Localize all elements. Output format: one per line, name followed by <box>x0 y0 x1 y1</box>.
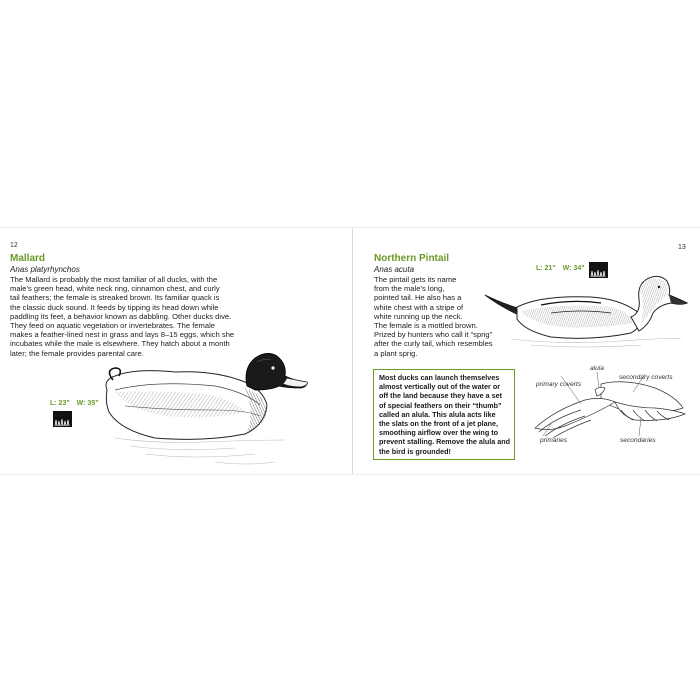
measurements-mallard <box>50 400 99 407</box>
text-line: They feed on aquatic vegetation or invertebrates. The female <box>10 321 216 331</box>
text-line: The female is a mottled brown. <box>374 321 478 331</box>
pintail-illustration <box>481 273 693 348</box>
callout-line: prevent stalling. Remove the alula and <box>379 437 511 447</box>
text-line: makes a feather-lined nest in grass and lays 8–15 eggs, which she <box>10 330 235 340</box>
measurements-pintail <box>536 265 585 272</box>
callout-line: Most ducks can launch themselves <box>379 373 500 382</box>
callout-line: the bird is grounded! <box>379 446 451 456</box>
callout-line: almost vertically out of the water or <box>379 382 501 392</box>
text-line: white chest with a stripe of <box>374 302 464 312</box>
text-line: from the male’s long, <box>374 284 445 294</box>
scientific-name-mallard: Anas platyrhynchos <box>10 265 80 274</box>
length-label: L: 23" <box>50 400 70 407</box>
callout-line: off the land because they have a set <box>379 391 503 401</box>
text-line: Prized by hunters who call it “sprig” <box>374 330 493 340</box>
length-label: L: 21" <box>536 265 556 272</box>
text-line: male’s green head, white neck ring, cinnamon chest, and curly <box>10 284 220 294</box>
text-line: paddling its feet, a behavior known as dabbling. Other ducks dive. <box>10 311 232 321</box>
species-title-pintail: Northern Pintail <box>374 253 450 264</box>
wing-label-secondary-coverts: secondary coverts <box>619 374 673 381</box>
page-gutter <box>352 228 353 474</box>
callout-line: the slats on the front of a jet plane, <box>379 419 499 429</box>
description-pintail <box>374 275 493 358</box>
text-line: white running up the neck. <box>374 311 463 321</box>
wingspan-label: W: 35" <box>76 400 99 407</box>
text-line: pointed tail. He also has a <box>374 293 462 303</box>
habitat-badge-icon: · · · · <box>53 411 72 427</box>
book-spread <box>0 228 700 474</box>
wing-label-secondaries: secondaries <box>620 437 656 444</box>
page-number-left: 12 <box>10 242 18 249</box>
text-line: The pintail gets its name <box>374 275 457 284</box>
text-line: the classic duck sound. It feeds by tipping its head down while <box>10 302 219 312</box>
alula-callout-box <box>373 369 515 460</box>
wingspan-label: W: 34" <box>562 265 585 272</box>
description-mallard <box>10 275 234 358</box>
callout-line: called an alula. This alula acts like <box>379 409 496 419</box>
text-line: The Mallard is probably the most familiar of all ducks, with the <box>10 275 218 284</box>
mallard-illustration <box>95 350 310 475</box>
wing-label-primaries: primaries <box>540 437 568 444</box>
text-line: incubates while the male is elsewhere. They hatch about a month <box>10 339 230 349</box>
wing-label-alula: alula <box>590 365 604 372</box>
page-number-right: 13 <box>678 244 686 251</box>
left-page <box>0 228 352 474</box>
wing-label-primary-coverts: primary coverts <box>536 381 582 388</box>
species-title-mallard: Mallard <box>10 253 46 264</box>
callout-line: smoothing airflow over the wing to <box>379 428 498 438</box>
text-line: after the curly tail, which resembles <box>374 339 493 349</box>
callout-line: of special feathers on their “thumb” <box>379 400 502 410</box>
scientific-name-pintail: Anas acuta <box>374 265 415 274</box>
text-line: later; the female provides parental care. <box>10 348 144 358</box>
text-line: tail feathers; the female is streaked brown. Its familiar quack is <box>10 293 220 303</box>
text-line: a plant sprig. <box>374 348 418 358</box>
habitat-badge-icon: · · · · <box>589 262 608 278</box>
